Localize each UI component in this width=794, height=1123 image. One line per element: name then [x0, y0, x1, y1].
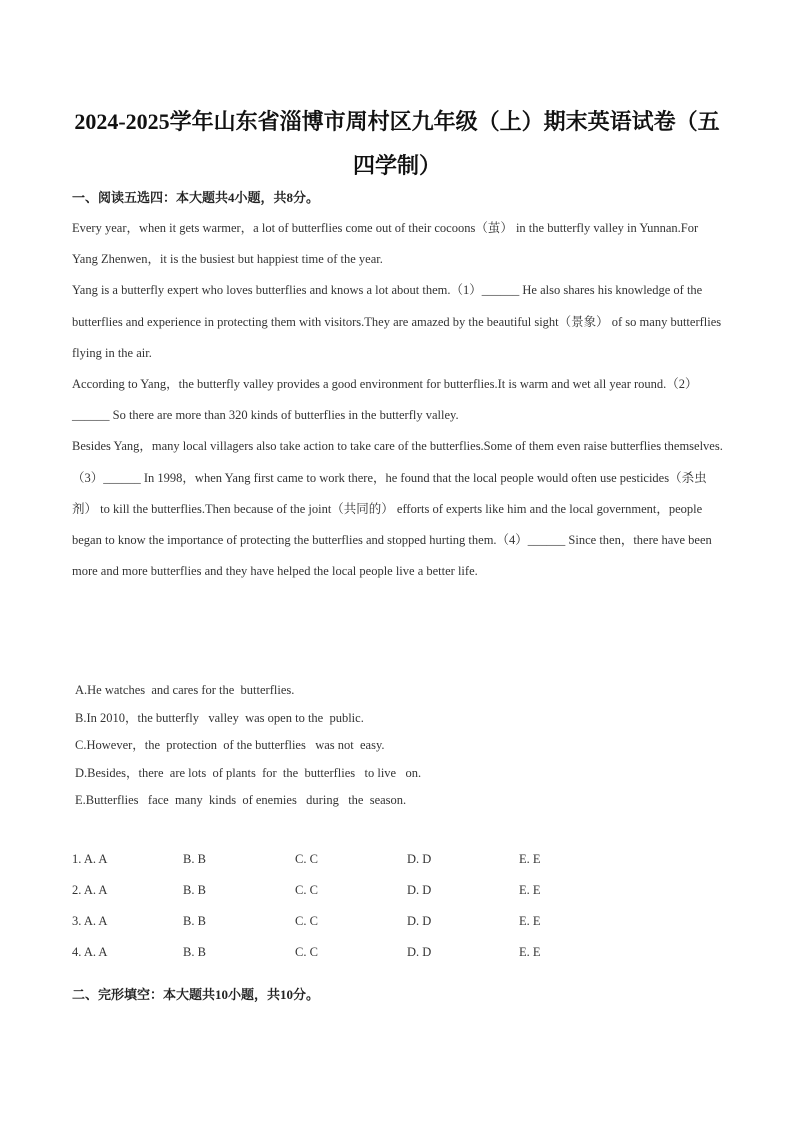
question-row: [72, 883, 632, 914]
choice-a[interactable]: A. A: [83, 914, 108, 928]
choice-b[interactable]: B. B: [183, 914, 206, 928]
question-number: 2.: [72, 883, 82, 897]
passage-paragraph: Yang is a butterfly expert who loves butterflies and knows a lot about them.（1）______ He also shares his knowledge of the butterflies and experience in protecting them with visitors.They are amazed by the beautiful sight（景象） of so many butterflies flying in the air.: [72, 283, 722, 360]
choice-a[interactable]: A. A: [83, 852, 108, 866]
question-number: 3.: [72, 914, 82, 928]
choice-e[interactable]: E. E: [519, 914, 541, 928]
option-e: E.Butterflies face many kinds of enemies during the season.: [75, 793, 407, 808]
choice-a[interactable]: A. A: [83, 945, 108, 959]
title-line-1: 2024-2025学年山东省淄博市周村区九年级（上）期末英语试卷（五: [74, 109, 720, 134]
passage-paragraph: According to Yang，the butterfly valley provides a good environment for butterflies.It is warm and wet all year round.（2）______ So there are more than 320 kinds of butterflies in the butterfly valley.: [72, 377, 698, 423]
choice-b[interactable]: B. B: [183, 883, 206, 897]
question-row: [72, 914, 632, 945]
question-number: 1.: [72, 852, 82, 866]
reading-passage: [72, 213, 724, 587]
passage-paragraph: Besides Yang，many local villagers also take action to take care of the butterflies.Some of them even raise butterflies themselves.（3）______ In 1998，when Yang first came to work there，he found that the local people would often use pesticides（杀虫剂） to kill the butterflies.Then because of the joint（共同的） efforts of experts like him and the local government，people began to know the importance of protecting the butterflies and stopped hurting them.（4）______ Since then，there have been more and more butterflies and they have helped the local people live a better life.: [72, 439, 723, 579]
question-row: [72, 852, 632, 883]
title-line-2: 四学制）: [352, 153, 441, 178]
choice-e[interactable]: E. E: [519, 883, 541, 897]
option-c: C.However，the protection of the butterflies was not easy.: [75, 738, 385, 753]
option-d: D.Besides，there are lots of plants for the butterflies to live on.: [75, 765, 422, 780]
choice-d[interactable]: D. D: [407, 883, 432, 897]
choice-d[interactable]: D. D: [407, 914, 432, 928]
choice-b[interactable]: B. B: [183, 852, 206, 866]
question-row: [72, 945, 632, 976]
choice-e[interactable]: E. E: [519, 852, 541, 866]
choice-a[interactable]: A. A: [83, 883, 108, 897]
choice-c[interactable]: C. C: [295, 852, 318, 866]
answer-options: [75, 677, 421, 815]
choice-b[interactable]: B. B: [183, 945, 206, 959]
choice-c[interactable]: C. C: [295, 883, 318, 897]
choice-d[interactable]: D. D: [407, 945, 432, 959]
choice-c[interactable]: C. C: [295, 945, 318, 959]
option-b: B.In 2010，the butterfly valley was open to the public.: [75, 710, 364, 725]
option-a: A.He watches and cares for the butterflies.: [75, 683, 295, 697]
choice-c[interactable]: C. C: [295, 914, 318, 928]
page-title: [60, 100, 734, 188]
question-choices: [72, 852, 632, 976]
passage-paragraph: Every year，when it gets warmer，a lot of butterflies come out of their cocoons（茧） in the butterfly valley in Yunnan.For Yang Zhenwen，it is the busiest but happiest time of the year.: [72, 221, 699, 267]
section-heading-cloze: 二、完形填空：本大题共10小题，共10分。: [72, 987, 320, 1002]
question-number: 4.: [72, 945, 82, 959]
section-heading-reading: 一、阅读五选四：本大题共4小题，共8分。: [72, 190, 320, 205]
choice-e[interactable]: E. E: [519, 945, 541, 959]
choice-d[interactable]: D. D: [407, 852, 432, 866]
